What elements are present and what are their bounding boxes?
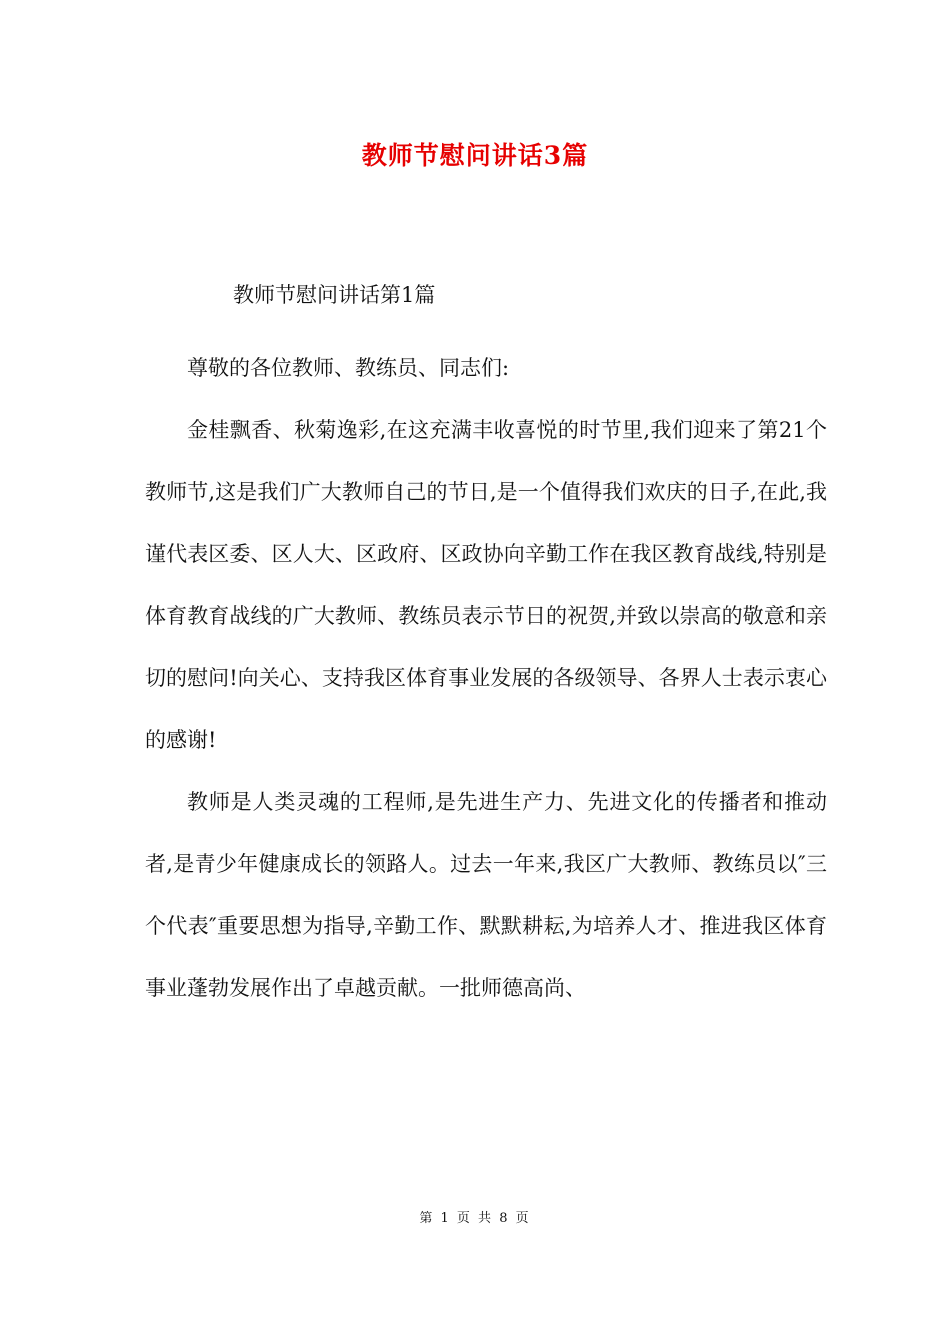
document-title: 教师节慰问讲话3篇 bbox=[361, 141, 589, 170]
paragraph-2: 教师是人类灵魂的工程师,是先进生产力、先进文化的传播者和推动者,是青少年健康成长的领路人。过去一年来,我区广大教师、教练员以″三个代表″重要思想为指导,辛勤工作、默默耕耘,为培养人才、推进我区体育事业蓬勃发展作出了卓越贡献。一批师德高尚、 bbox=[145, 790, 827, 1000]
paragraph-1: 金桂飘香、秋菊逸彩,在这充满丰收喜悦的时节里,我们迎来了第21个教师节,这是我们广大教师自己的节日,是一个值得我们欢庆的日子,在此,我谨代表区委、区人大、区政府、区政协向辛勤工作在我区教育战线,特别是体育教育战线的广大教师、教练员表示节日的祝贺,并致以崇高的敬意和亲切的慰问!向关心、支持我区体育事业发展的各级领导、各界人士表示衷心的感谢! bbox=[145, 418, 827, 752]
section-heading: 教师节慰问讲话第1篇 bbox=[233, 283, 436, 307]
document-body bbox=[145, 337, 827, 1019]
salutation: 尊敬的各位教师、教练员、同志们: bbox=[187, 356, 510, 380]
page-footer: 第 1 页 共 8 页 bbox=[419, 1211, 531, 1226]
